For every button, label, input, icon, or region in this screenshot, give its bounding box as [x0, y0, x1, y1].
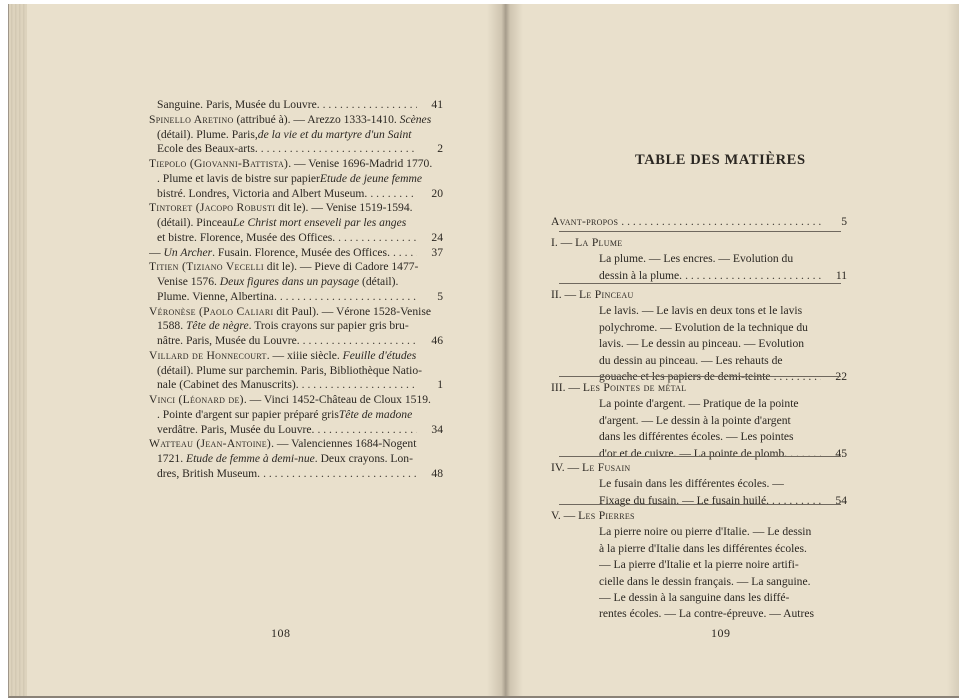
artist-name: Véronèse (Paolo Caliari: [149, 304, 274, 318]
chapter-description: gouache et les papiers de demi-teinte: [599, 370, 771, 383]
entry-text-part: —: [149, 245, 164, 259]
toc-page-number: 54: [835, 493, 847, 507]
entry-page-number: 24: [431, 230, 443, 244]
toc-chapter-description-line: [599, 397, 847, 411]
artwork-title: Tête de madone: [338, 407, 413, 421]
left-page: [149, 4, 443, 696]
right-page: [551, 4, 847, 696]
entry-page-number: 48: [431, 466, 443, 480]
entry-text-part: verdâtre. Paris, Musée du Louvre.: [157, 422, 315, 436]
list-entry-line: [157, 408, 443, 422]
toc-chapter-description-line: [599, 607, 847, 621]
entry-text: [157, 216, 406, 229]
entry-text-part: (attribué à). — Arezzo 1333-1410.: [233, 112, 400, 126]
entry-text-part: dit le). — Venise 1519-1594.: [275, 201, 413, 215]
chapter-description: — La pierre d'Italie et la pierre noire artifi-: [599, 558, 799, 572]
open-book-spread: [8, 4, 959, 698]
dot-leader: [790, 447, 821, 461]
artist-name: Spinello Aretino: [149, 112, 234, 126]
entry-text-part: Plume. Vienne, Albertina.: [157, 289, 277, 303]
list-entry-line: [157, 378, 443, 392]
list-entry-line: [157, 231, 443, 245]
toc-chapter-description-line: [599, 321, 847, 335]
entry-text-part: . Pointe d'argent sur papier préparé gris: [157, 407, 339, 421]
chapter-title: Le Fusain: [582, 461, 631, 474]
dot-leader: [685, 269, 821, 283]
dot-leader: [303, 334, 417, 348]
list-entry-line: [149, 157, 443, 171]
list-entry-line: [149, 437, 443, 451]
dot-leader: [772, 494, 821, 508]
entry-text: [149, 201, 413, 214]
entry-text: [157, 231, 335, 245]
entry-text-part: . — Valenciennes 1684-Nogent: [271, 437, 417, 451]
toc-page-number: 22: [835, 370, 847, 383]
entry-text: [157, 275, 398, 288]
toc-avant-propos: [551, 215, 847, 229]
toc-chapter-description-line: [599, 430, 847, 444]
artwork-title: Le Christ mort enseveli par les anges: [232, 216, 407, 229]
entry-text-part: (détail).: [359, 275, 399, 288]
entry-page-number: 37: [431, 245, 443, 259]
artist-name: Tiepolo (Giovanni-Battista): [149, 157, 289, 170]
chapter-title: La Plume: [575, 236, 623, 249]
toc-chapter-description-line: [599, 525, 847, 539]
chapter-title: Les Pierres: [578, 509, 635, 522]
toc-chapter-description-line: [599, 558, 847, 572]
entry-text-part: . — xiiie siècle.: [266, 348, 343, 362]
list-entry-line: [149, 305, 443, 319]
toc-chapter-description-line: [599, 414, 847, 428]
list-entry-line: [149, 260, 443, 274]
chapter-number: III. —: [551, 381, 583, 394]
entry-page-number: 2: [437, 142, 443, 156]
entry-text: [149, 246, 390, 260]
chapter-description: dans les différentes écoles. — Les pointes: [599, 430, 794, 444]
toc-chapter-description-line: [599, 591, 847, 605]
list-entry-line: [157, 142, 443, 156]
artwork-title: Etude de femme à demi-nue: [185, 452, 315, 465]
entry-text-part: . — Venise 1696-Madrid 1770.: [288, 157, 433, 170]
chapter-number: V. —: [551, 509, 579, 522]
entry-text: [149, 113, 431, 126]
page-edges: [9, 4, 27, 696]
dot-leader: [261, 142, 417, 156]
chapter-description: La plume. — Les encres. — Evolution du: [599, 252, 794, 266]
entry-text-part: Sanguine. Paris, Musée du Louvre.: [157, 98, 320, 111]
entry-text: [157, 408, 412, 421]
dot-leader: [280, 290, 417, 304]
entry-text-part: . Fusain. Florence, Musée des Offices.: [212, 245, 390, 259]
dot-leader: [621, 215, 821, 229]
entry-text: [157, 187, 367, 201]
toc-chapter-description-line: [599, 477, 847, 491]
entry-text-part: 1588.: [157, 319, 186, 333]
chapter-description: La pierre noire ou pierre d'Italie. — Le dessin: [599, 525, 812, 539]
list-entry-line: [149, 113, 443, 127]
list-entry-line: [157, 128, 443, 142]
chapter-description: Le lavis. — Le lavis en deux tons et le lavis: [599, 304, 803, 318]
artist-name: Tintoret (Jacopo Robusti: [149, 201, 276, 215]
chapter-title: Le Pinceau: [579, 288, 634, 301]
toc-chapter-heading: [551, 461, 847, 475]
chapter-rule: [559, 231, 841, 232]
artist-name: Titien (Tiziano Vecelli: [149, 260, 264, 274]
toc-entry-label: Avant-propos: [551, 215, 619, 228]
entry-text-part: Venise 1576.: [157, 275, 220, 288]
entry-page-number: 20: [431, 186, 443, 200]
toc-chapter-description-line: [599, 575, 847, 589]
chapter-description: polychrome. — Evolution de la technique du: [599, 320, 808, 334]
chapter-description: d'argent. — Le dessin à la pointe d'argent: [599, 413, 791, 427]
chapter-description: Le fusain dans les différentes écoles. —: [599, 477, 784, 491]
dot-leader: [323, 98, 417, 112]
list-entry-line: [157, 172, 443, 186]
entry-text: [149, 305, 431, 318]
chapter-title: Les Pointes de métal: [582, 381, 687, 394]
list-entry-line: [149, 246, 443, 260]
chapter-description: d'or et de cuivre. — La pointe de plomb.: [599, 446, 788, 460]
list-entry-line: [157, 319, 443, 333]
chapter-number: II. —: [551, 288, 580, 301]
entry-text: [157, 319, 409, 332]
dot-leader: [393, 246, 417, 260]
artwork-title: Scènes: [399, 112, 432, 126]
dot-leader: [317, 423, 417, 437]
entry-text-part: . Deux crayons. Lon-: [314, 452, 413, 465]
entry-text: [157, 364, 422, 377]
chapter-description: à la pierre d'Italie dans les différentes écoles.: [599, 541, 807, 555]
entry-text-part: (détail). Plume sur parchemin. Paris, Bibliothèque Natio-: [157, 363, 422, 377]
artwork-title: Un Archer: [163, 245, 213, 259]
entry-text-part: . Plume et lavis de bistre sur papier: [157, 171, 320, 185]
entry-text-part: dit le). — Pieve di Cadore 1477-: [263, 260, 419, 274]
entry-text: [157, 128, 412, 141]
dot-leader: [302, 378, 417, 392]
list-entry-line: [157, 290, 443, 304]
book-gutter: [487, 4, 523, 696]
list-entry-line: [157, 216, 443, 230]
toc-chapter-description-line: [599, 542, 847, 556]
artist-name: Watteau (Jean-Antoine): [149, 437, 272, 451]
entry-page-number: 1: [437, 378, 443, 392]
page-title: TABLE DES MATIÈRES: [635, 152, 806, 168]
entry-page-number: 5: [437, 289, 443, 303]
chapter-rule: [559, 376, 841, 377]
toc-chapter-heading: [551, 509, 847, 523]
chapter-description: La pointe d'argent. — Pratique de la pointe: [599, 397, 799, 411]
entry-text-part: . — Vinci 1452-Château de Cloux 1519.: [243, 393, 431, 406]
chapter-rule: [559, 456, 841, 457]
left-page-number: 108: [271, 626, 291, 640]
chapter-description: rentes écoles. — La contre-épreuve. — Autres: [599, 607, 815, 621]
chapter-description: Fixage du fusain. — Le fusain huilé.: [599, 493, 770, 507]
entry-text: [157, 423, 314, 437]
artwork-title: Feuille d'études: [342, 348, 417, 362]
artwork-title: Etude de jeune femme: [319, 171, 422, 185]
list-entry-line: [157, 423, 443, 437]
toc-chapter-description-line: [599, 447, 847, 461]
toc-chapter-description-line: [599, 304, 847, 318]
chapter-description: — Le dessin à la sanguine dans les diffé-: [599, 591, 790, 604]
chapter-description: cielle dans le dessin français. — La sanguine.: [599, 574, 811, 588]
list-entry-line: [157, 334, 443, 348]
list-entry-line: [157, 187, 443, 201]
entry-text-part: nale (Cabinet des Manuscrits).: [157, 378, 299, 392]
entry-text: [149, 437, 416, 450]
entry-text: [149, 157, 432, 170]
chapter-rule: [559, 504, 841, 505]
toc-page-number: 5: [841, 215, 847, 228]
chapter-number: I. —: [551, 236, 576, 249]
entry-text-part: (détail). Plume. Paris,: [157, 127, 258, 141]
toc-page-number: 45: [835, 446, 847, 460]
page-edge-shadow: [947, 4, 959, 696]
toc-chapter-description-line: [599, 494, 847, 508]
artwork-title: Deux figures dans un paysage: [219, 275, 360, 288]
entry-page-number: 34: [431, 422, 443, 436]
toc-chapter-heading: [551, 236, 847, 250]
toc-page-number: 11: [835, 268, 847, 282]
chapter-number: IV. —: [551, 461, 583, 474]
artwork-title: de la vie et du martyre d'un Saint: [257, 127, 412, 141]
artwork-title: Tête de nègre: [185, 319, 249, 333]
entry-text-part: nâtre. Paris, Musée du Louvre.: [157, 334, 300, 347]
entry-text: [157, 142, 258, 156]
toc-chapter-heading: [551, 381, 847, 395]
toc-chapter-description-line: [599, 354, 847, 368]
right-page-number: 109: [711, 626, 731, 640]
entry-page-number: 41: [431, 98, 443, 111]
entry-text: [157, 378, 299, 392]
entry-text-part: . Trois crayons sur papier gris bru-: [248, 319, 409, 333]
dot-leader: [338, 231, 417, 245]
chapter-description: dessin à la plume.: [599, 268, 683, 282]
entry-text: [157, 467, 260, 481]
entry-text: [157, 172, 422, 185]
artist-name: Vinci (Léonard de): [149, 393, 244, 406]
entry-text-part: 1721.: [157, 452, 186, 465]
entry-text: [149, 260, 418, 273]
entry-text: [157, 452, 413, 465]
toc-chapter-description-line: [599, 337, 847, 351]
list-entry-line: [157, 98, 443, 112]
entry-text: [157, 98, 320, 112]
entry-text-part: bistré. Londres, Victoria and Albert Museum.: [157, 186, 368, 200]
entry-text-part: dit Paul). — Vérone 1528-Venise: [273, 304, 431, 318]
entry-text: [149, 393, 431, 406]
chapter-rule: [559, 283, 841, 284]
entry-text-part: (détail). Pinceau: [157, 216, 233, 229]
list-entry-line: [157, 275, 443, 289]
artist-name: Villard de Honnecourt: [149, 348, 267, 362]
list-entry-line: [157, 467, 443, 481]
toc-chapter-heading: [551, 288, 847, 302]
entry-text-part: et bistre. Florence, Musée des Offices.: [157, 230, 336, 244]
list-entry-line: [149, 201, 443, 215]
entry-text: [149, 349, 416, 362]
chapter-description: lavis. — Le dessin au pinceau. — Evolution: [599, 337, 805, 351]
entry-text: [157, 290, 277, 304]
list-entry-line: [157, 452, 443, 466]
entry-page-number: 46: [431, 334, 443, 347]
entry-text-part: Ecole des Beaux-arts.: [157, 142, 258, 156]
dot-leader: [370, 187, 417, 201]
chapter-description: du dessin au pinceau. — Les rehauts de: [599, 353, 783, 367]
dot-leader: [263, 467, 417, 481]
toc-chapter-description-line: [599, 269, 847, 283]
list-entry-line: [149, 393, 443, 407]
list-entry-line: [157, 364, 443, 378]
entry-text: [157, 334, 300, 348]
entry-text-part: dres, British Museum.: [157, 466, 261, 480]
list-entry-line: [149, 349, 443, 363]
toc-chapter-description-line: [599, 252, 847, 266]
